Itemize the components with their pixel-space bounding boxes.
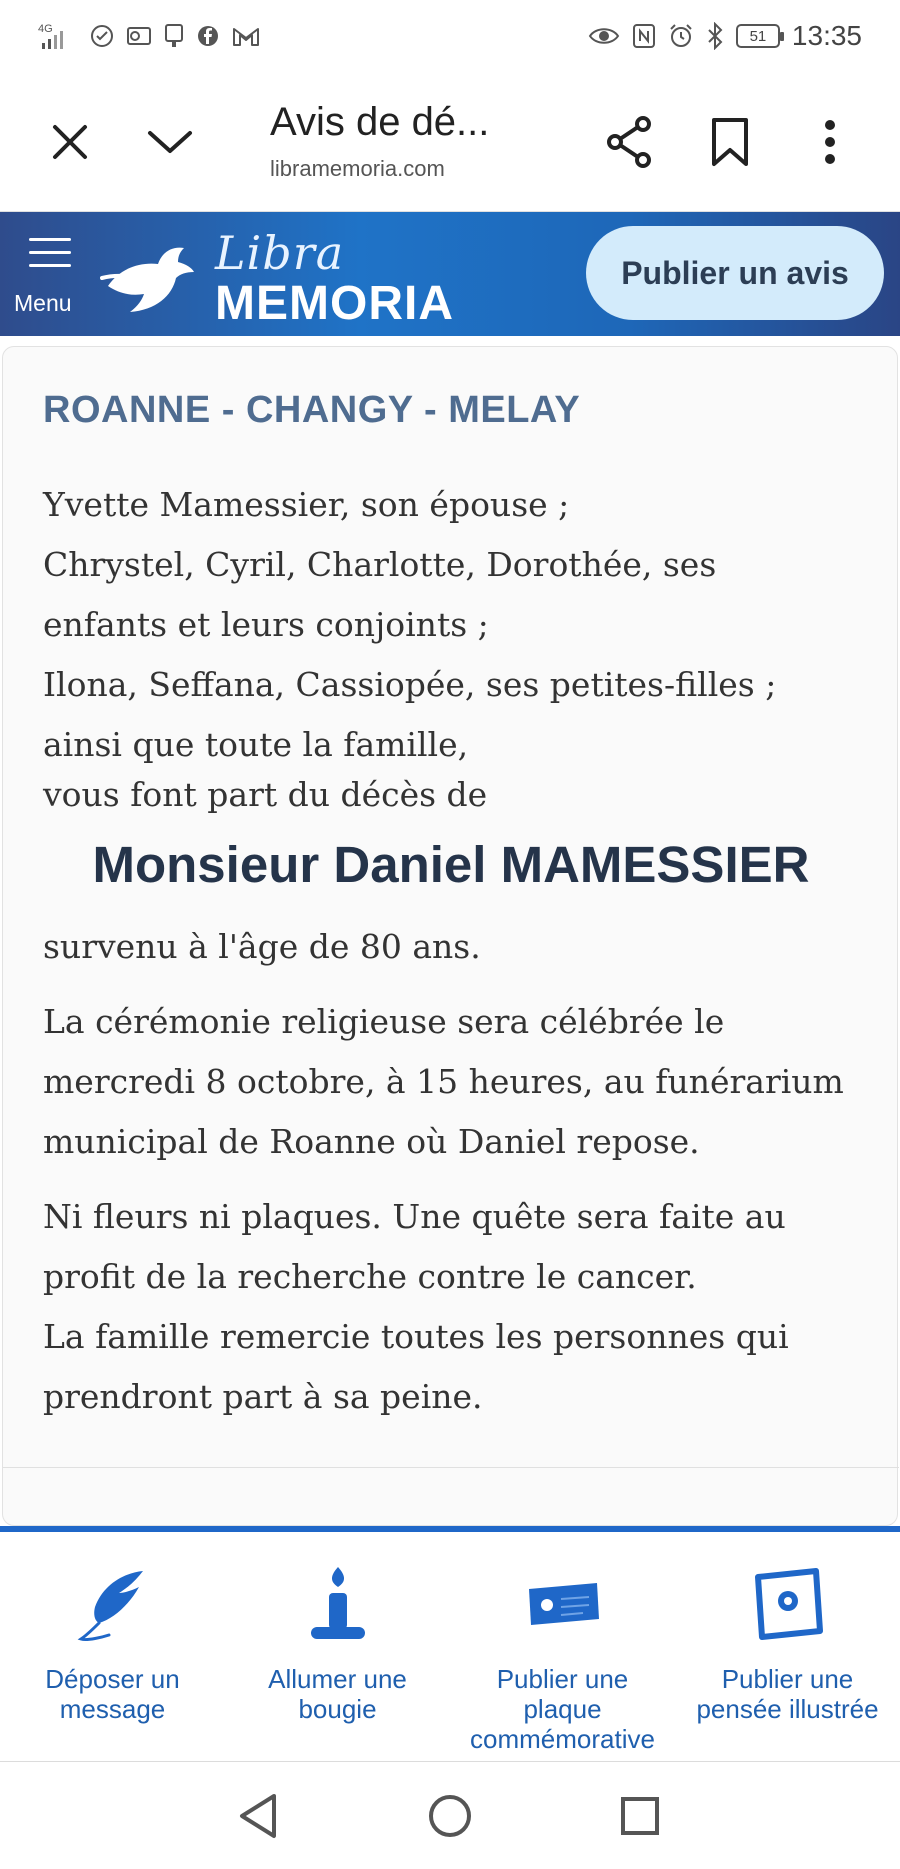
status-bar (0, 0, 900, 72)
action-label-line: message (59, 1694, 166, 1724)
facebook-notification-icon (196, 24, 220, 48)
nav-home-button[interactable] (422, 1788, 478, 1844)
feather-quill-icon (68, 1560, 158, 1650)
photo-frame-icon (743, 1560, 833, 1650)
action-label-line: Publier une (496, 1664, 629, 1694)
closing-paragraph (43, 1187, 873, 1427)
notice-location: ROANNE - CHANGY - MELAY (43, 389, 581, 431)
light-candle-action[interactable] (225, 1532, 450, 1762)
hamburger-icon (29, 238, 71, 268)
more-vertical-icon (823, 119, 837, 165)
status-left-icons (38, 21, 260, 51)
action-label (450, 1664, 675, 1754)
closing-line: Ni fleurs ni plaques. Une quête sera faite au (43, 1197, 786, 1236)
nav-recents-button[interactable] (612, 1788, 668, 1844)
recents-square-icon (618, 1794, 662, 1838)
obituary-notice-card (2, 346, 898, 1526)
action-label (225, 1664, 450, 1724)
home-circle-icon (426, 1792, 474, 1840)
libra-memoria-logo[interactable] (100, 226, 480, 330)
outlook-notification-icon (126, 24, 152, 48)
network-type-label: 4G (38, 23, 53, 35)
ceremony-line: La cérémonie religieuse sera célébrée le (43, 1002, 725, 1041)
publish-notice-button[interactable]: Publier un avis (586, 226, 884, 320)
action-label-line: pensée illustrée (696, 1694, 879, 1724)
nfc-icon (632, 23, 656, 49)
battery-indicator: 51 (736, 24, 780, 48)
minimize-tab-button[interactable] (138, 110, 202, 174)
status-time: 13:35 (791, 20, 862, 51)
gmail-notification-icon (232, 25, 260, 47)
chevron-down-icon (147, 127, 193, 157)
family-line: ainsi que toute la famille, (43, 725, 469, 764)
publish-illustrated-thought-action[interactable] (675, 1532, 900, 1762)
family-paragraph (43, 475, 873, 775)
close-icon (50, 122, 90, 162)
action-label-line: Publier une (721, 1664, 854, 1694)
bluetooth-icon (706, 22, 724, 50)
family-line: Ilona, Seffana, Cassiopée, ses petites-filles ; (43, 665, 777, 704)
ceremony-line: municipal de Roanne où Daniel repose. (43, 1122, 700, 1161)
close-tab-button[interactable] (38, 110, 102, 174)
card-divider (3, 1467, 899, 1468)
deceased-name: Monsieur Daniel MAMESSIER (92, 836, 810, 893)
bookmark-icon (710, 117, 750, 167)
post-message-action[interactable] (0, 1532, 225, 1762)
share-icon (605, 116, 655, 168)
family-line: enfants et leurs conjoints ; (43, 605, 489, 644)
plaque-icon (518, 1560, 608, 1650)
dove-icon (100, 238, 196, 318)
closing-line: La famille remercie toutes les personnes qui (43, 1317, 789, 1356)
family-line: Chrystel, Cyril, Charlotte, Dorothée, ses (43, 545, 717, 584)
ceremony-line: mercredi 8 octobre, à 15 heures, au funérarium (43, 1062, 844, 1101)
closing-line: prendront part à sa peine. (43, 1377, 483, 1416)
signal-icon (38, 21, 78, 51)
action-label-line: Allumer une (268, 1664, 407, 1694)
action-label-line: commémorative (470, 1724, 655, 1754)
action-label-line: Déposer un (45, 1664, 180, 1694)
system-navigation-bar (0, 1762, 900, 1869)
age-text: survenu à l'âge de 80 ans. (43, 927, 481, 966)
candle-icon (293, 1560, 383, 1650)
nav-back-button[interactable] (230, 1788, 286, 1844)
closing-line: profit de la recherche contre le cancer. (43, 1257, 697, 1296)
bookmark-button[interactable] (698, 110, 762, 174)
back-triangle-icon (236, 1792, 280, 1840)
action-label-line: plaque (523, 1694, 602, 1724)
page-title: Avis de dé... (270, 100, 490, 144)
announce-text: vous font part du décès de (43, 775, 488, 814)
message-notification-icon (90, 24, 114, 48)
action-bar (0, 1526, 900, 1762)
ceremony-paragraph (43, 992, 873, 1172)
menu-button[interactable] (14, 238, 86, 314)
browser-toolbar (0, 72, 900, 212)
device-notification-icon (164, 23, 184, 49)
menu-label: Menu (14, 290, 72, 316)
page-url: libramemoria.com (270, 156, 445, 181)
share-button[interactable] (598, 110, 662, 174)
status-right-icons (588, 20, 862, 52)
action-label (0, 1664, 225, 1724)
publish-plaque-action[interactable] (450, 1532, 675, 1762)
logo-text-libra: Libra (215, 226, 345, 280)
eye-icon (588, 25, 620, 47)
action-label-line: bougie (298, 1694, 377, 1724)
action-label (675, 1664, 900, 1724)
logo-text-memoria: MEMORIA (215, 277, 454, 330)
more-options-button[interactable] (798, 110, 862, 174)
site-header (0, 212, 900, 336)
alarm-icon (668, 23, 694, 49)
family-line: Yvette Mamessier, son épouse ; (43, 485, 570, 524)
